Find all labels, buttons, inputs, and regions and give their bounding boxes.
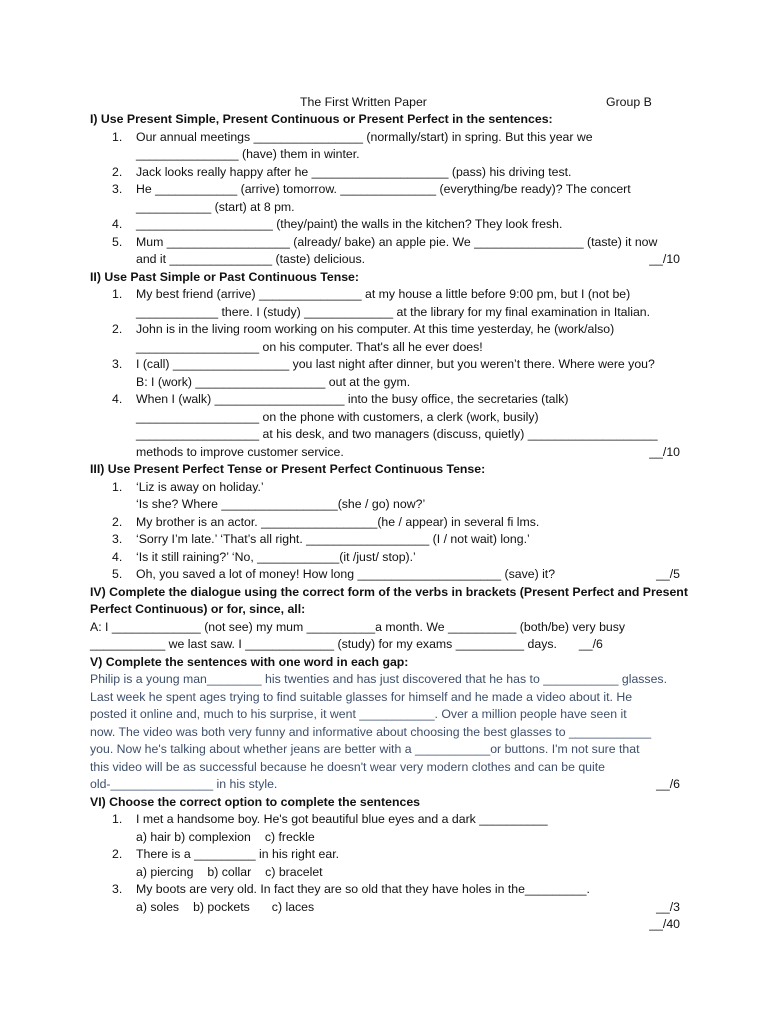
option-b: b) complexion	[174, 829, 251, 844]
section-4-dialogue: A: I _____________ (not see) my mum __________a month. We __________ (both/be) very busy	[90, 619, 626, 634]
section-2-item-4	[90, 391, 680, 461]
item-text: John is in the living room working on his computer. At this time yesterday, he (work/also)	[136, 322, 615, 336]
item-text: _______________ (have) them in winter.	[136, 147, 360, 161]
item-number: 1.	[112, 129, 123, 144]
item-text: Mum __________________ (already/ bake) an apple pie. We ________________ (taste) it now	[136, 234, 658, 249]
total-row	[90, 916, 680, 934]
item-number: 3.	[112, 882, 123, 896]
passage-line: now. The video was both very funny and informative about choosing the best glasses to ____________	[90, 724, 652, 739]
item-text: __________________ at his desk, and two managers (discuss, quietly) ___________________	[136, 427, 658, 441]
group-label: Group B	[606, 95, 652, 109]
item-text: ___________ (start) at 8 pm.	[136, 199, 295, 214]
section-6-item-2	[90, 846, 680, 881]
passage-line: old-_______________ in his style. __/6	[90, 776, 680, 794]
item-number: 3.	[112, 182, 123, 196]
item-text: __________________ on the phone with customers, a clerk (work, busily)	[136, 409, 539, 424]
item-number: 2.	[112, 322, 123, 336]
item-text: ____________ there. I (study) _____________ at the library for my final examination in Italian.	[136, 304, 651, 319]
section-1-score: __/10	[649, 252, 680, 266]
item-text: I (call) _________________ you last night after dinner, but you weren’t there. Where were you?	[136, 357, 655, 371]
section-6-item-1	[90, 811, 680, 846]
section-1-item-3	[90, 181, 680, 216]
item-number: 1.	[112, 479, 123, 494]
section-2-item-2	[90, 321, 680, 356]
item-text: My best friend (arrive) _______________ at my house a little before 9:00 pm, but I (not be)	[136, 287, 631, 301]
section-3-item-1	[90, 479, 680, 514]
section-1-item-4	[90, 216, 680, 234]
title-row	[0, 94, 768, 112]
item-text: ‘Sorry I’m late.’ ‘That’s all right. __________________ (I / not wait) long.’	[136, 532, 530, 546]
option-a: a) piercing	[136, 864, 194, 879]
item-text: methods to improve customer service. __/10	[136, 444, 680, 462]
passage-line: you. Now he's talking about whether jeans are better with a ___________or buttons. I'm not sure that	[90, 742, 640, 756]
item-number: 4.	[112, 392, 123, 406]
item-options	[136, 899, 680, 917]
section-4-dialogue: ___________ we last saw. I _____________ (study) for my exams __________ days. __/6	[90, 637, 603, 651]
section-6-heading: VI) Choose the correct option to complete the sentences	[90, 794, 421, 809]
option-c: c) freckle	[264, 829, 315, 844]
page-title: The First Written Paper	[300, 95, 427, 109]
item-text: ‘Liz is away on holiday.’	[136, 479, 264, 494]
option-a: a) hair	[136, 829, 171, 844]
item-text: __________________ on his computer. That's all he ever does!	[136, 339, 483, 354]
section-1-heading: I) Use Present Simple, Present Continuous or Present Perfect in the sentences:	[90, 112, 553, 126]
section-5-heading: V) Complete the sentences with one word in each gap:	[90, 654, 409, 669]
section-3-item-5	[90, 566, 680, 584]
total-score: __/40	[649, 917, 680, 931]
passage-line: Philip is a young man________ his twenties and has just discovered that he has to ___________ glasses.	[90, 672, 667, 686]
section-3-heading: III) Use Present Perfect Tense or Present Perfect Continuous Tense:	[90, 462, 486, 476]
section-1-item-1	[90, 129, 680, 164]
item-text: Jack looks really happy after he ____________________ (pass) his driving test.	[136, 164, 572, 179]
item-text: Our annual meetings ________________ (normally/start) in spring. But this year we	[136, 129, 593, 144]
item-number: 5.	[112, 234, 123, 249]
item-number: 1.	[112, 812, 123, 826]
option-c: c) laces	[271, 899, 315, 914]
section-2-item-3	[90, 356, 680, 391]
item-question: There is a _________ in his right ear.	[136, 847, 340, 861]
item-number: 2.	[112, 164, 123, 179]
section-3-item-3	[90, 531, 680, 549]
section-4-score: __/6	[578, 637, 603, 651]
item-number: 3.	[112, 357, 123, 371]
option-b: b) collar	[207, 864, 252, 879]
item-text: ‘Is it still raining?’ ‘No, ____________(it /just/ stop).’	[136, 549, 416, 564]
item-text: My brother is an actor. _________________(he / appear) in several fi lms.	[136, 514, 540, 529]
option-b: b) pockets	[193, 899, 250, 914]
section-3-item-4	[90, 549, 680, 567]
item-text: When I (walk) ___________________ into the busy office, the secretaries (talk)	[136, 392, 569, 406]
item-number: 4.	[112, 549, 123, 564]
section-1-item-2	[90, 164, 680, 182]
worksheet-content	[90, 111, 688, 934]
section-2-score: __/10	[649, 444, 680, 459]
item-text: He ____________ (arrive) tomorrow. ______________ (everything/be ready)? The concert	[136, 182, 631, 196]
section-3-score: __/5	[656, 567, 680, 581]
section-6-item-3	[90, 881, 680, 916]
section-4-heading: IV) Complete the dialogue using the correct form of the verbs in brackets (Present Perfect and Present	[90, 584, 688, 599]
item-number: 4.	[112, 217, 123, 231]
item-text: Oh, you saved a lot of money! How long _____________________ (save) it? __/5	[136, 566, 680, 584]
item-text: and it _______________ (taste) delicious. __/10	[136, 251, 680, 269]
option-a: a) soles	[136, 899, 180, 914]
item-number: 2.	[112, 847, 123, 861]
item-options	[136, 864, 680, 882]
item-number: 2.	[112, 514, 123, 529]
item-question: My boots are very old. In fact they are so old that they have holes in the_________.	[136, 882, 590, 896]
passage-line: Last week he spent ages trying to find suitable glasses for himself and he made a video about it. He	[90, 689, 633, 704]
section-5-score: __/6	[656, 777, 680, 791]
item-question: I met a handsome boy. He's got beautiful blue eyes and a dark __________	[136, 812, 548, 826]
section-4-heading-cont: Perfect Continuous) or for, since, all:	[90, 602, 306, 616]
section-2-item-1	[90, 286, 680, 321]
option-c: c) bracelet	[265, 864, 323, 879]
item-text: ____________________ (they/paint) the walls in the kitchen? They look fresh.	[136, 217, 563, 231]
item-text: B: I (work) ___________________ out at the gym.	[136, 374, 411, 389]
item-options	[136, 829, 680, 847]
passage-line: this video will be as successful because he doesn't wear very modern clothes and can be quite	[90, 759, 606, 774]
passage-line: posted it online and, much to his surprise, it went ___________. Over a million people have seen it	[90, 707, 627, 721]
item-text: ‘Is she? Where _________________(she / go) now?’	[136, 497, 426, 511]
section-2-heading: II) Use Past Simple or Past Continuous Tense:	[90, 269, 359, 284]
section-6-score: __/3	[656, 899, 680, 914]
item-number: 3.	[112, 532, 123, 546]
item-number: 5.	[112, 567, 123, 581]
item-number: 1.	[112, 287, 123, 301]
section-1-item-5	[90, 234, 680, 269]
section-3-item-2	[90, 514, 680, 532]
